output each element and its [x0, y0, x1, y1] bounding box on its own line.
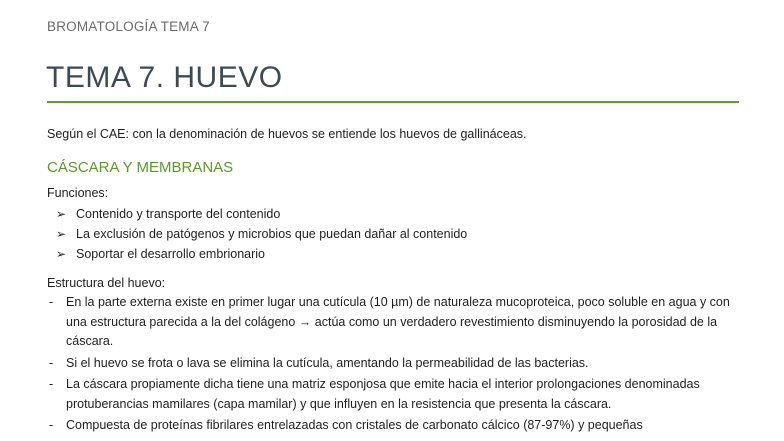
title-underline [47, 101, 739, 103]
functions-label: Funciones: [47, 186, 109, 200]
dash-bullet: - [49, 418, 54, 432]
intro-paragraph: Según el CAE: con la denominación de huevos se entiende los huevos de gallináceas. [47, 127, 527, 141]
list-item-text: Soportar el desarrollo embrionario [76, 247, 265, 261]
structure-label: Estructura del huevo: [47, 276, 166, 290]
dash-bullet: - [49, 355, 54, 370]
arrow-bullet-icon: ➢ [56, 247, 67, 261]
list-item-text: La cáscara propiamente dicha tiene una matriz esponjosa que emite hacia el interior prolongaciones denominadas protuberancias mamilares (capa mamilar) y que influyen en la resistencia que presenta la cáscara. [66, 377, 700, 411]
arrow-bullet-icon: ➢ [56, 207, 67, 221]
list-item-text: Compuesta de proteínas fibrilares entrelazadas con cristales de carbonato cálcico (87-97%) y pequeñas [66, 418, 643, 432]
page-title: TEMA 7. HUEVO [46, 61, 283, 94]
list-item-text: La exclusión de patógenos y microbios que puedan dañar al contenido [76, 227, 468, 241]
list-item [49, 293, 749, 352]
list-item-text: En la parte externa existe en primer lugar una cutícula (10 µm) de naturaleza mucoproteica, poco soluble en agua y con una estructura parecida a la del colágeno → actúa como un verdadero revestimiento disminuyendo la porosidad de la cáscara. [66, 295, 730, 348]
list-item [49, 416, 749, 436]
list-item [49, 354, 749, 374]
list-item-text: Si el huevo se frota o lava se elimina la cutícula, amentando la permeabilidad de las bacterias. [66, 355, 589, 370]
dash-bullet: - [49, 295, 54, 309]
list-item [56, 244, 467, 264]
list-item [56, 204, 467, 224]
list-item [49, 375, 749, 414]
functions-list [56, 204, 467, 264]
running-header: BROMATOLOGÍA TEMA 7 [47, 19, 210, 34]
section-heading: CÁSCARA Y MEMBRANAS [47, 159, 234, 176]
dash-bullet: - [49, 377, 54, 391]
list-item-text: Contenido y transporte del contenido [76, 207, 281, 221]
arrow-bullet-icon: ➢ [56, 227, 67, 241]
structure-list [49, 293, 749, 438]
list-item [56, 224, 467, 244]
